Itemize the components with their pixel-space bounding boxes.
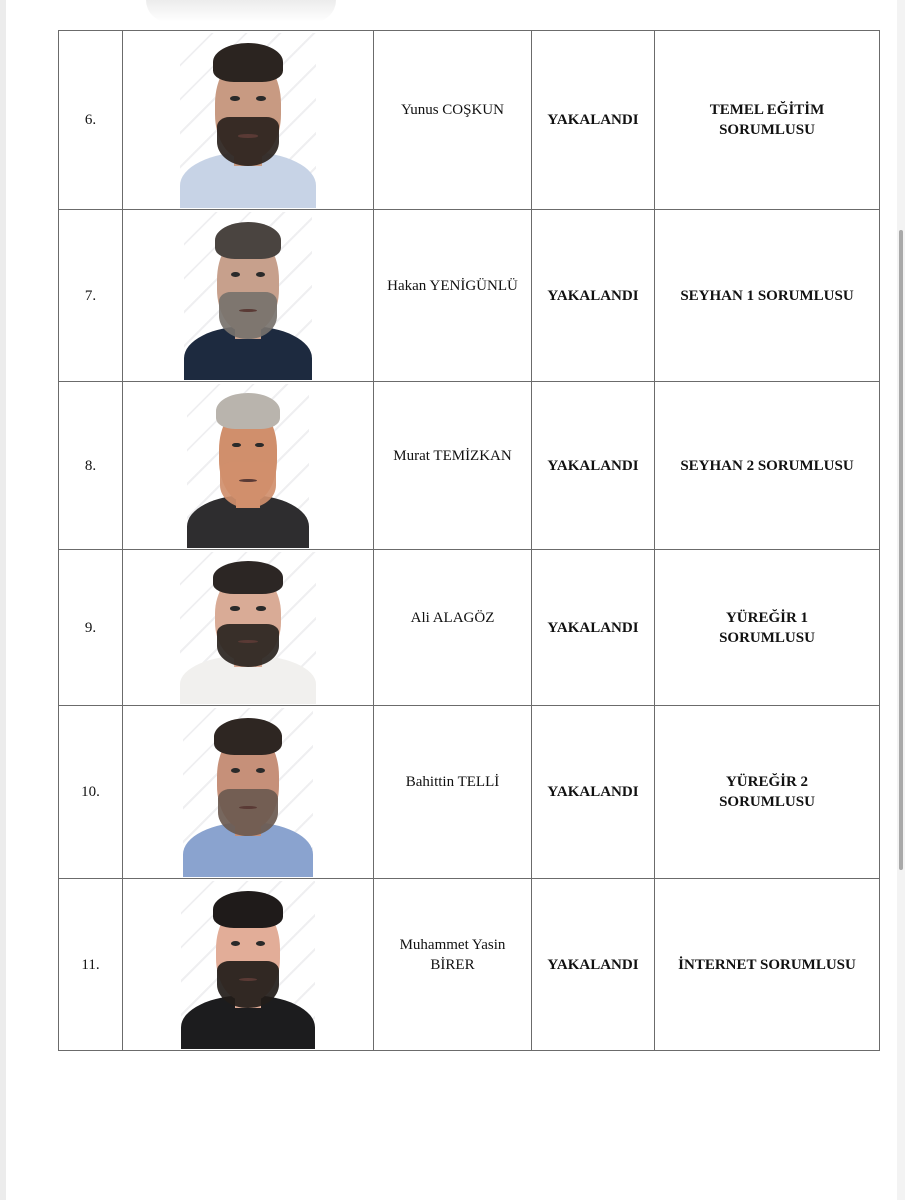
person-name-cell [374,879,532,1051]
table-row [59,31,880,210]
portrait-photo [184,212,312,380]
status-cell: YAKALANDI [532,706,655,879]
role-cell: SEYHAN 2 SORUMLUSU [655,382,880,550]
role-cell: TEMEL EĞİTİM SORUMLUSU [655,31,880,210]
person-name-cell [374,31,532,210]
person-name: Ali ALAGÖZ [410,609,495,626]
person-name-cell [374,210,532,382]
portrait-photo [181,881,315,1049]
suspect-table [58,30,880,1051]
person-name-cell [374,382,532,550]
status-cell: YAKALANDI [532,210,655,382]
row-number: 7. [59,210,123,382]
photo-cell [123,210,374,382]
role-cell: YÜREĞİR 2 SORUMLUSU [655,706,880,879]
person-name: Muhammet Yasin BİRER [399,936,506,973]
table-row [59,382,880,550]
role-cell: İNTERNET SORUMLUSU [655,879,880,1051]
photo-cell [123,31,374,210]
scrollbar[interactable] [897,0,905,1200]
table-row [59,879,880,1051]
row-number: 6. [59,31,123,210]
photo-cell [123,706,374,879]
person-name: Hakan YENİGÜNLÜ [387,277,518,294]
portrait-photo [187,384,309,548]
portrait-photo [180,552,316,704]
table-row [59,706,880,879]
photo-cell [123,550,374,706]
portrait-photo [183,708,313,877]
row-number: 11. [59,879,123,1051]
status-cell: YAKALANDI [532,31,655,210]
role-cell: SEYHAN 1 SORUMLUSU [655,210,880,382]
photo-cell [123,879,374,1051]
photo-cell [123,382,374,550]
row-number: 8. [59,382,123,550]
person-name: Yunus COŞKUN [401,102,504,118]
status-cell: YAKALANDI [532,879,655,1051]
portrait-photo [180,33,316,208]
role-cell: YÜREĞİR 1 SORUMLUSU [655,550,880,706]
status-cell: YAKALANDI [532,382,655,550]
person-name: Bahittin TELLİ [405,774,500,790]
table-row [59,210,880,382]
top-shadow [146,0,336,22]
table-row [59,550,880,706]
person-name-cell [374,706,532,879]
scrollbar-thumb[interactable] [899,230,903,870]
row-number: 10. [59,706,123,879]
row-number: 9. [59,550,123,706]
status-cell: YAKALANDI [532,550,655,706]
person-name-cell [374,550,532,706]
person-name: Murat TEMİZKAN [393,447,512,464]
